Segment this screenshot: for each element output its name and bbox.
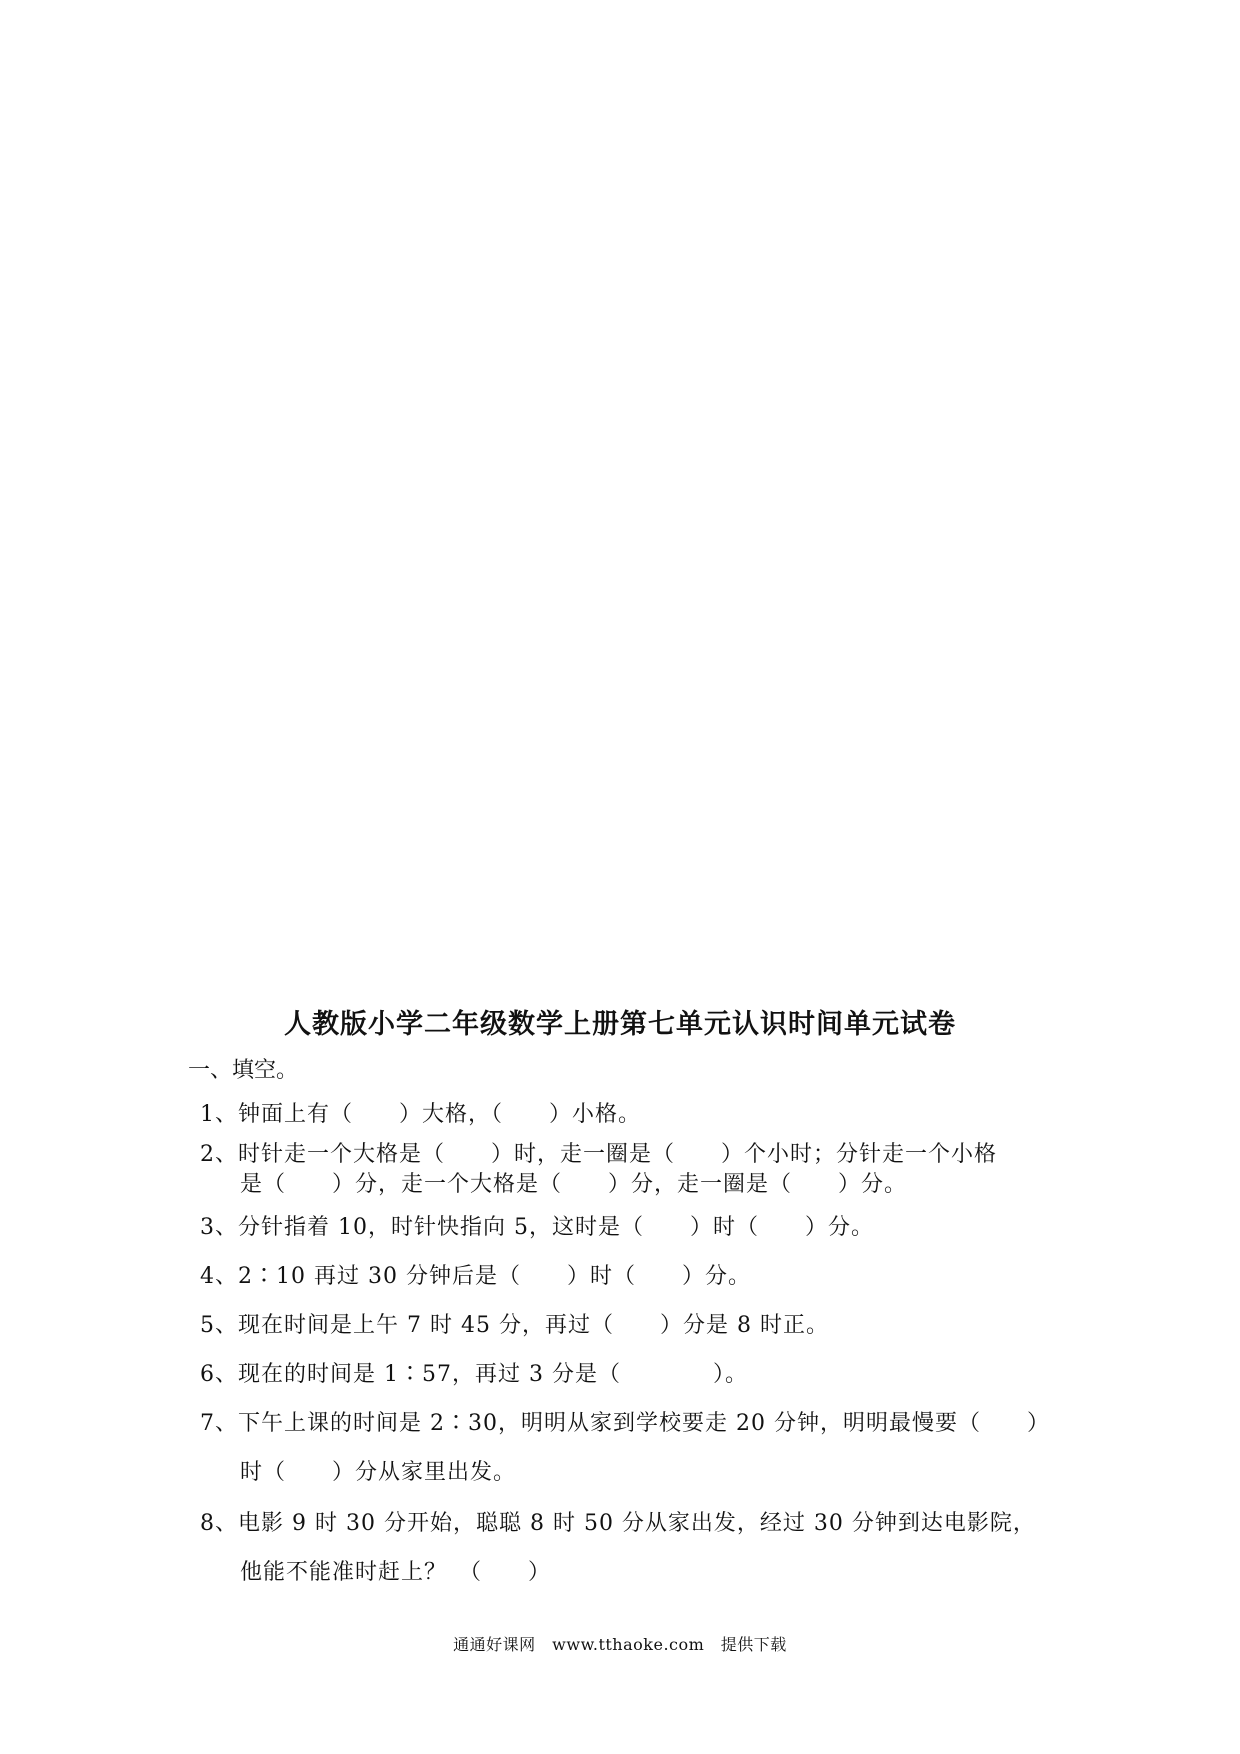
question-number: 1、 [200,1102,238,1127]
question-text: 是（ ）分，走一个大格是（ ）分，走一圈是（ ）分。 [240,1172,908,1197]
question-text: 他能不能准时赶上？ （ ） [240,1560,552,1585]
question-7 [200,1406,1050,1437]
page-title: 人教版小学二年级数学上册第七单元认识时间单元试卷 [284,1009,956,1040]
question-text: 2∶10 再过 30 分钟后是（ ）时（ ）分。 [238,1264,751,1289]
question-text: 现在的时间是 1∶57，再过 3 分是（ ）。 [238,1362,748,1387]
question-3 [200,1210,874,1241]
question-number: 6、 [200,1362,238,1387]
question-number: 3、 [200,1215,238,1240]
question-1 [200,1097,641,1128]
question-number: 7、 [200,1411,238,1436]
question-text: 下午上课的时间是 2∶30，明明从家到学校要走 20 分钟，明明最慢要（ ） [238,1411,1050,1436]
question-text: 时（ ）分从家里出发。 [240,1460,517,1485]
question-number: 4、 [200,1264,238,1289]
question-number: 8、 [200,1511,238,1536]
question-7-line-2 [240,1455,516,1486]
question-4 [200,1259,751,1290]
question-text: 钟面上有（ ）大格，（ ）小格。 [238,1102,642,1127]
question-text: 分针指着 10，时针快指向 5，这时是（ ）时（ ）分。 [238,1215,874,1240]
section-heading: 一、填空。 [188,1058,299,1083]
question-8-line-2 [240,1555,551,1586]
question-text: 现在时间是上午 7 时 45 分，再过（ ）分是 8 时正。 [238,1313,829,1338]
question-number: 5、 [200,1313,238,1338]
question-text: 电影 9 时 30 分开始，聪聪 8 时 50 分从家出发，经过 30 分钟到达电影院， [238,1511,1036,1536]
question-8 [200,1506,1036,1537]
question-number: 2、 [200,1142,238,1167]
footer-credit: 通通好课网 www.tthaoke.com 提供下载 [453,1635,787,1654]
question-6 [200,1357,748,1388]
question-2-line-2 [240,1167,907,1198]
question-2 [200,1137,997,1168]
question-5 [200,1308,829,1339]
question-text: 时针走一个大格是（ ）时，走一圈是（ ）个小时；分针走一个小格 [238,1142,998,1167]
